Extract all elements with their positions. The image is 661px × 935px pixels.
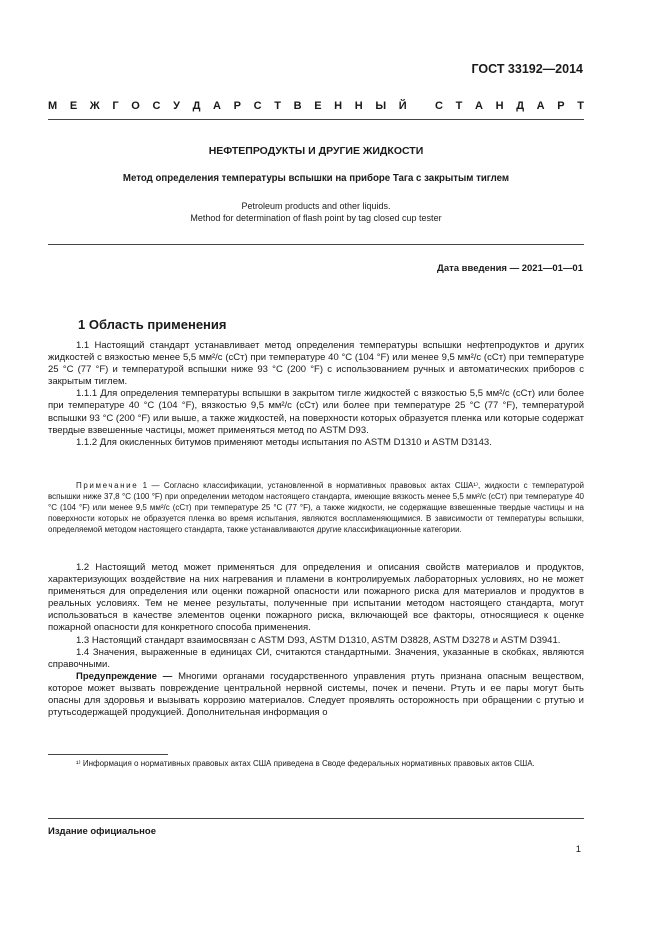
paragraph-1-2: 1.2 Настоящий метод может применяться для определения и описания свойств материалов и продуктов, характеризующих воздействие на них нагревания и пламени в контролируемых лабораторных условиях, но не может применяться для определения или оценки пожарной опасности или пожарного риска для материалов и продуктов в реальных условиях. Тем не менее результаты, полученные при испытании методом настоящего стандарта, могут использоваться в качестве элементов оценки пожарного риска, включающей все факторы, относящиеся к оценке пожарной опасности для конкретного способа применения.: [48, 562, 584, 634]
banner-letter: А: [536, 100, 545, 112]
note-1: [48, 480, 584, 535]
standard-type-banner: [48, 100, 584, 112]
section-body-top: [48, 340, 584, 449]
banner-letter: Е: [69, 100, 78, 112]
banner-letter: Т: [577, 100, 584, 112]
banner-letter: Р: [233, 100, 241, 112]
banner-letter: Е: [314, 100, 322, 112]
banner-letter: С: [152, 100, 161, 112]
banner-letter: Т: [455, 100, 463, 112]
banner-letter: Н: [495, 100, 504, 112]
paragraph-1-1-1: 1.1.1 Для определения температуры вспышки в закрытом тигле жидкостей с вязкостью 5,5 мм²/с (сСт) или более при температуре 40 °С (104 °F), вязкостью 9,5 мм²/с (сСт) или более при температуре 25 °С (77 °F), температурой вспышки 93 °С (200 °F) или выше, а также жидкостей, на поверхности которых образуется пленка или которые содержат твердые взвешенные частицы, может применяться метод по ASTM D93.: [48, 388, 584, 436]
document-title: НЕФТЕПРОДУКТЫ И ДРУГИЕ ЖИДКОСТИ: [208, 145, 424, 157]
banner-letter: В: [293, 100, 302, 112]
paragraph-1-4: 1.4 Значения, выраженные в единицах СИ, считаются стандартными. Значения, указанные в скобках, являются справочными.: [48, 646, 584, 670]
footnote-text: ¹⁾ Информация о нормативных правовых актах США приведена в Своде федеральных нормативных правовых актов США.: [76, 759, 535, 768]
banner-letter: Г: [112, 100, 119, 112]
page-number: 1: [575, 844, 581, 855]
banner-letter: [419, 100, 422, 112]
banner-letter: С: [253, 100, 262, 112]
section-body-bottom: [48, 562, 584, 719]
introduction-date: Дата введения — 2021—01—01: [437, 263, 583, 274]
note-text: 1 — Согласно классификации, установленной в нормативных правовых актах США¹⁾, жидкости с температурой вспышки ниже 37,8 °С (100 °F) при определении методом настоящего стандарта, имеющие вязкость менее 5,5 мм²/с (сСт) при температуре 40 °С (104 °F) или менее 9,5 мм²/с (сСт) при температуре 25 °С (77 °F), а также жидкости, не содержащие взвешенные твердые частицы и на поверхности которых не образуется пленка во время испытания, являются воспламеняющимися. В зависимости от температуры вспышки, определяемой методом настоящего стандарта, также устанавливаются другие классификационные категории.: [48, 481, 584, 534]
banner-letter: Д: [192, 100, 201, 112]
banner-letter: А: [213, 100, 221, 112]
document-subtitle: Метод определения температуры вспышки на приборе Тага с закрытым тиглем: [122, 173, 510, 184]
banner-letter: М: [48, 100, 58, 112]
banner-letter: О: [131, 100, 140, 112]
english-title: [48, 200, 584, 224]
banner-letter: Д: [516, 100, 525, 112]
footnote-divider: [48, 754, 168, 755]
edition-label: Издание официальное: [48, 826, 156, 837]
note-label: Примечание: [76, 481, 139, 490]
section-heading: 1 Область применения: [78, 317, 227, 332]
warning-text: Многими органами государственного управления ртуть признана опасным веществом, которое может вызвать повреждение центральной нервной системы, почек и печени. Ртуть и ее пары могут быть опасны для здоровья и вызывать коррозию материалов. Следует проявлять осторожность при обращении с ртутью и ртутьсодержащей продукцией. Дополнительная информация о: [48, 670, 585, 719]
banner-letter: Т: [274, 100, 281, 112]
banner-letter: А: [475, 100, 483, 112]
banner-divider: [48, 119, 584, 120]
paragraph-1-3: 1.3 Настоящий стандарт взаимосвязан с ASTM D93, ASTM D1310, ASTM D3828, ASTM D3278 и ASTM D3941.: [76, 634, 561, 646]
banner-letter: Н: [334, 100, 343, 112]
warning-label: Предупреждение —: [76, 670, 173, 682]
banner-letter: Н: [354, 100, 363, 112]
banner-letter: Р: [557, 100, 565, 112]
banner-letter: Й: [398, 100, 407, 112]
banner-letter: Ж: [89, 100, 100, 112]
footer-divider: [48, 818, 584, 819]
english-title-line-1: Petroleum products and other liquids.: [241, 201, 391, 211]
footnote: [48, 758, 584, 769]
paragraph-1-1-2: 1.1.2 Для окисленных битумов применяют методы испытания по ASTM D1310 и ASTM D3143.: [76, 436, 492, 448]
standard-number: ГОСТ 33192—2014: [471, 62, 583, 76]
banner-letter: С: [435, 100, 443, 112]
english-title-line-2: Method for determination of flash point by tag closed cup tester: [190, 213, 442, 223]
warning-paragraph: [48, 671, 584, 719]
banner-letter: Ы: [375, 100, 387, 112]
title-divider: [48, 244, 584, 245]
banner-letter: У: [173, 100, 180, 112]
paragraph-1-1: 1.1 Настоящий стандарт устанавливает метод определения температуры вспышки нефтепродуктов и других жидкостей с вязкостью менее 5,5 мм²/с (сСт) при температуре 40 °С (104 °F) или менее 9,5 мм²/с (сСт) при температуре 25 °С (77 °F) и температурой вспышки ниже 93 °С (200 °F) с использованием ручных и автоматических приборов с закрытым тиглем.: [48, 340, 584, 388]
